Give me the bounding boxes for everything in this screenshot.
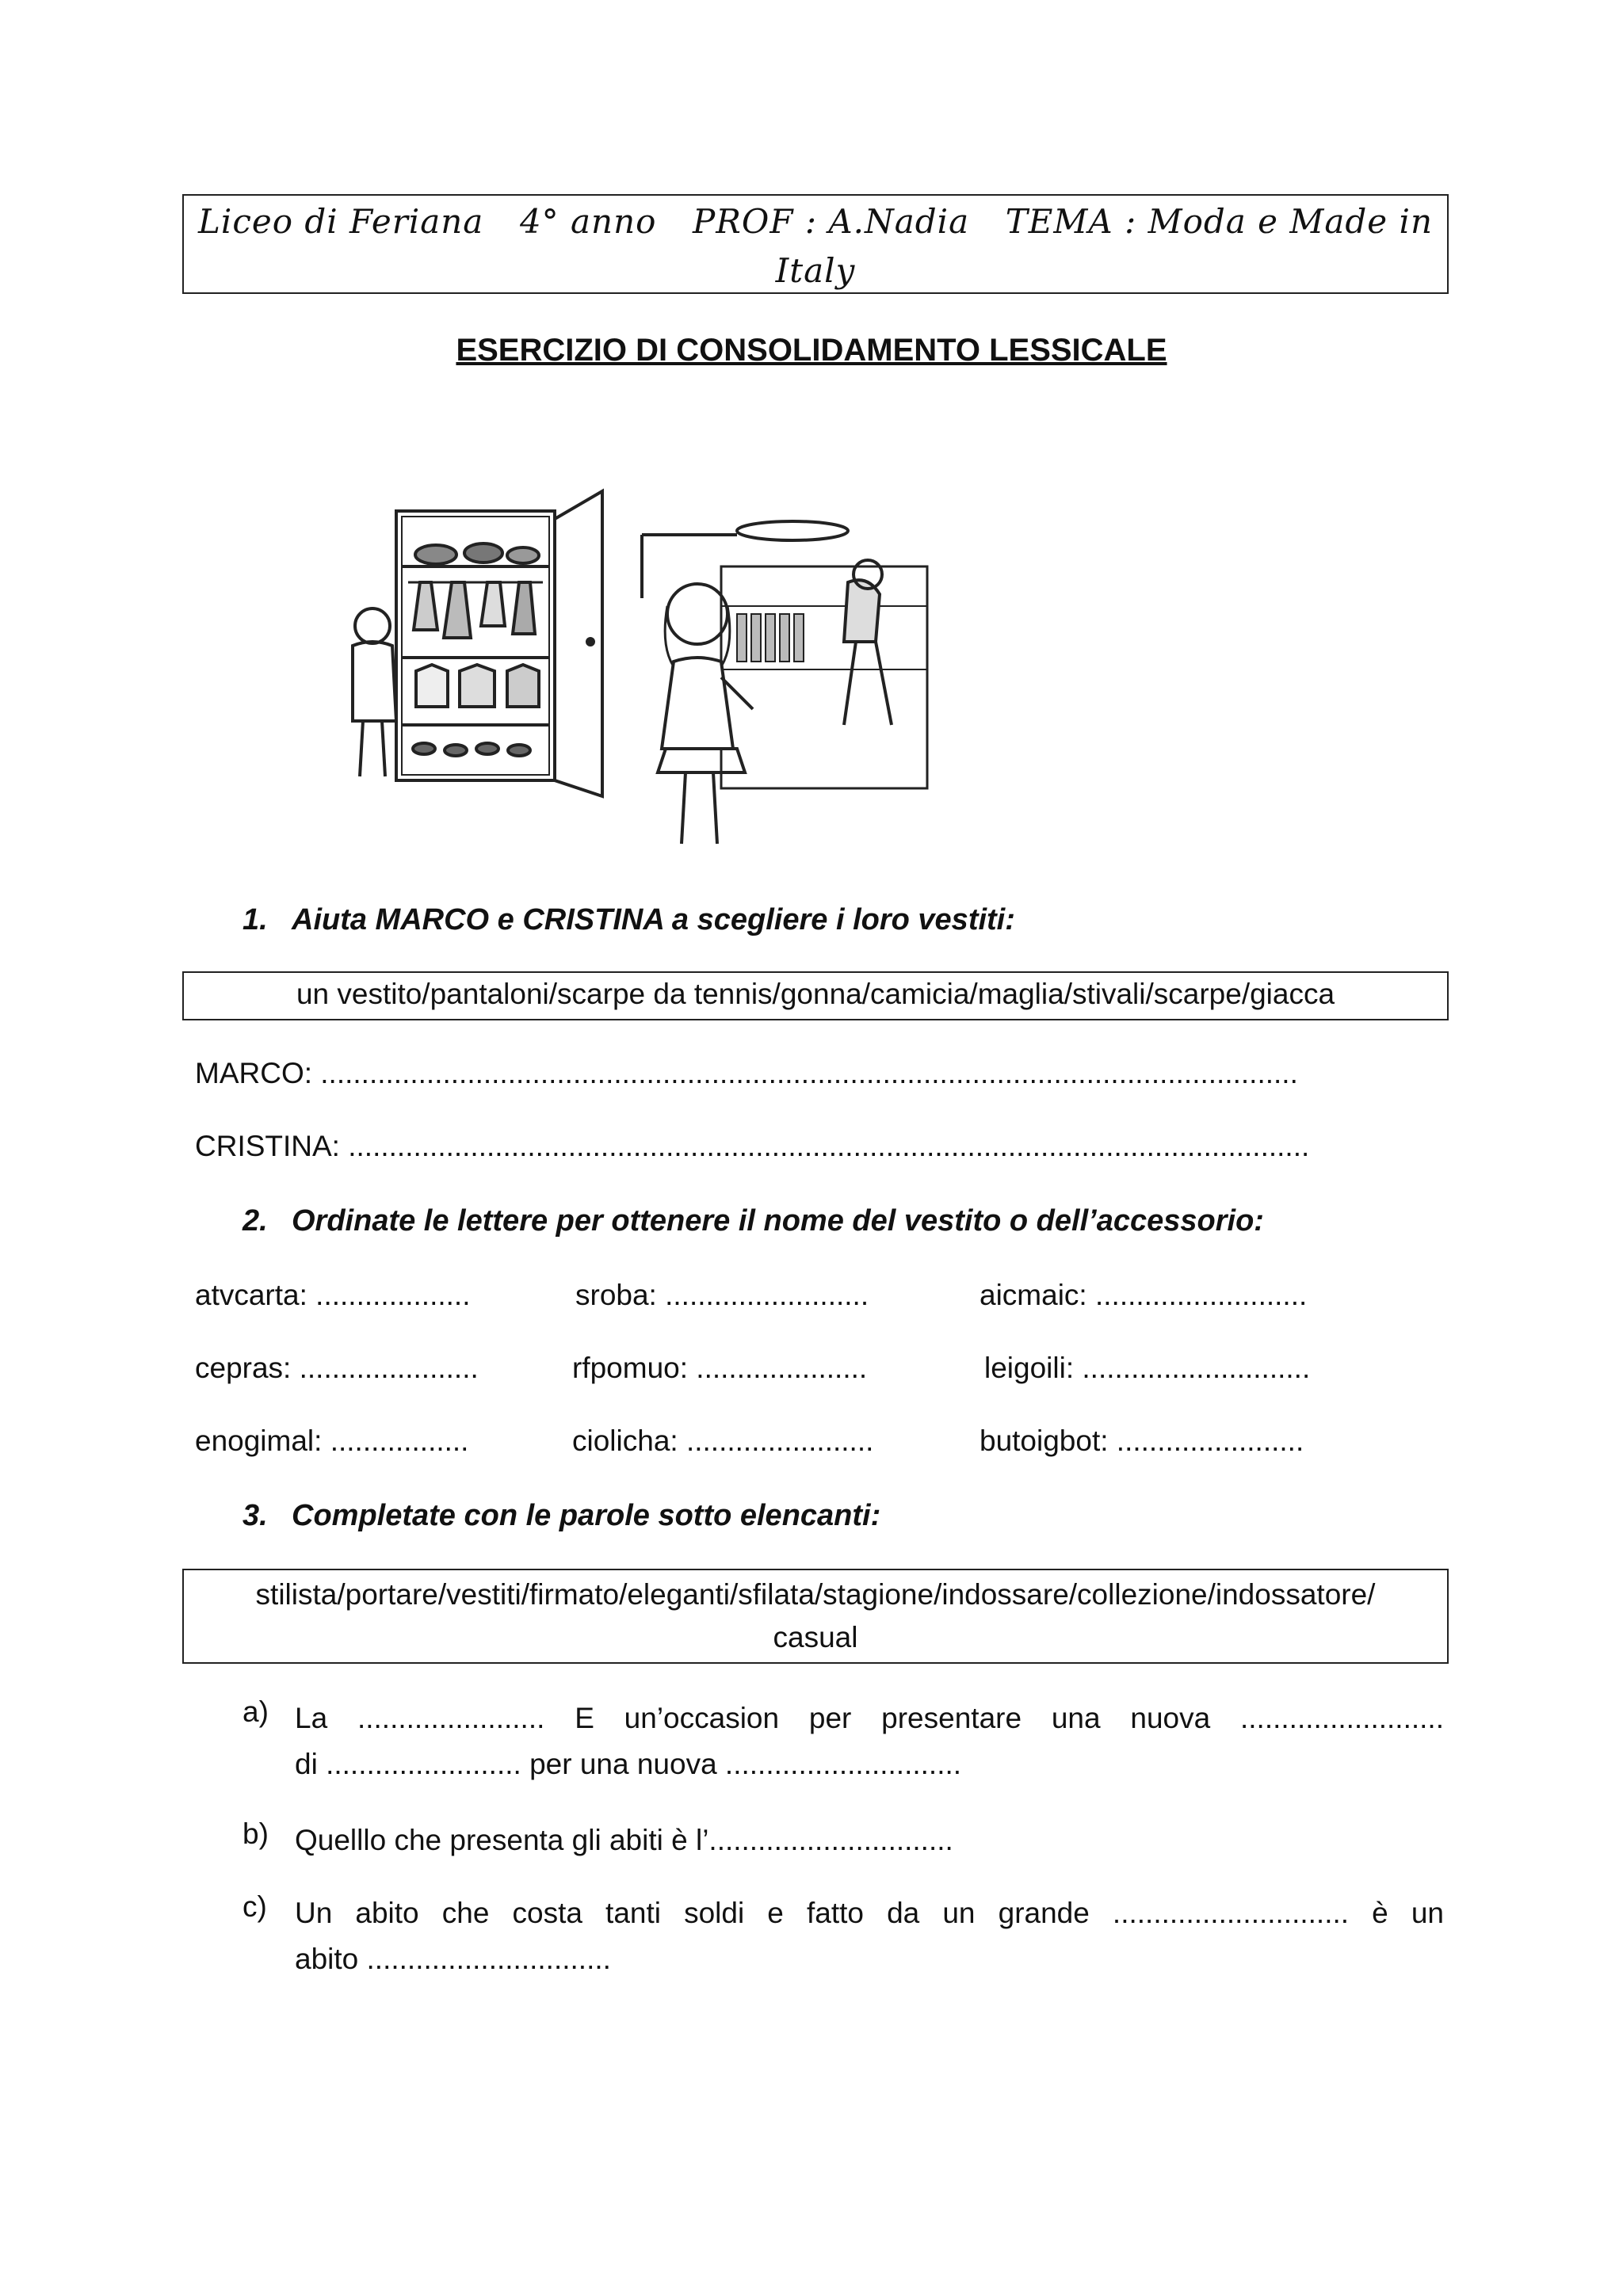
anagram-cepras[interactable]: cepras: ...................... xyxy=(195,1352,479,1384)
exercise-1-instruction: 1. Aiuta MARCO e CRISTINA a scegliere i loro vestiti: xyxy=(242,903,1015,936)
item-c-line-2[interactable]: abito .............................. xyxy=(295,1943,611,1975)
anagram-enogimal[interactable]: enogimal: ................. xyxy=(195,1425,469,1457)
word-box-line-1: stilista/portare/vestiti/firmato/eleganti/sfilata/stagione/indossare/collezione/indossatore/ xyxy=(255,1578,1376,1611)
item-a-line-2[interactable]: di ........................ per una nuova ............................. xyxy=(295,1748,962,1780)
exercise-1-word-box: un vestito/pantaloni/scarpe da tennis/gonna/camicia/maglia/stivali/scarpe/giacca xyxy=(182,971,1449,1020)
item-c-line-1[interactable]: Un abito che costa tanti soldi e fatto da un grande ............................. è un xyxy=(295,1897,1444,1929)
item-label: c) xyxy=(242,1890,267,1923)
header-tema: TEMA : Moda e Made in xyxy=(1005,202,1433,241)
anagram-aicmaic[interactable]: aicmaic: .......................... xyxy=(980,1279,1308,1311)
header-row xyxy=(198,197,1433,246)
page-title: ESERCIZIO DI CONSOLIDAMENTO LESSICALE xyxy=(456,333,1167,368)
header-tema-continued: Italy xyxy=(775,251,856,290)
item-a-line-1[interactable]: La ....................... E un’occasion per presentare una nuova ......................... xyxy=(295,1702,1444,1734)
cristina-answer-line[interactable]: CRISTINA: ...................................................................................................................... xyxy=(195,1130,1310,1162)
anagram-sroba[interactable]: sroba: ......................... xyxy=(575,1279,869,1311)
item-b-line-1[interactable]: Quelllo che presenta gli abiti è l’.............................. xyxy=(295,1824,953,1856)
anagram-rfpomuo[interactable]: rfpomuo: ..................... xyxy=(572,1352,868,1384)
word-box-line-2: casual xyxy=(773,1621,858,1653)
anagram-ciolicha[interactable]: ciolicha: ....................... xyxy=(572,1425,874,1457)
header-prof: PROF : A.Nadia xyxy=(693,202,970,241)
anagram-atvcarta[interactable]: atvcarta: ................... xyxy=(195,1279,471,1311)
anagram-butoigbot[interactable]: butoigbot: ....................... xyxy=(980,1425,1304,1457)
exercise-3-instruction: 3. Completate con le parole sotto elencanti: xyxy=(242,1499,881,1532)
boy-figure xyxy=(353,608,396,776)
marco-answer-line[interactable]: MARCO: ........................................................................................................................ xyxy=(195,1057,1298,1089)
exercise-3-word-box xyxy=(182,1569,1449,1664)
item-label: b) xyxy=(242,1817,269,1850)
anagram-leigoili[interactable]: leigoili: ............................ xyxy=(984,1352,1311,1384)
wardrobe-drawing xyxy=(396,491,602,796)
item-label: a) xyxy=(242,1695,269,1728)
header-school: Liceo di Feriana xyxy=(198,202,484,241)
header-year: 4° anno xyxy=(519,202,657,241)
wardrobe-shopping-illustration xyxy=(325,463,943,868)
exercise-2-instruction: 2. Ordinate le lettere per ottenere il nome del vestito o dell’accessorio: xyxy=(242,1204,1264,1238)
header-box xyxy=(182,194,1449,294)
